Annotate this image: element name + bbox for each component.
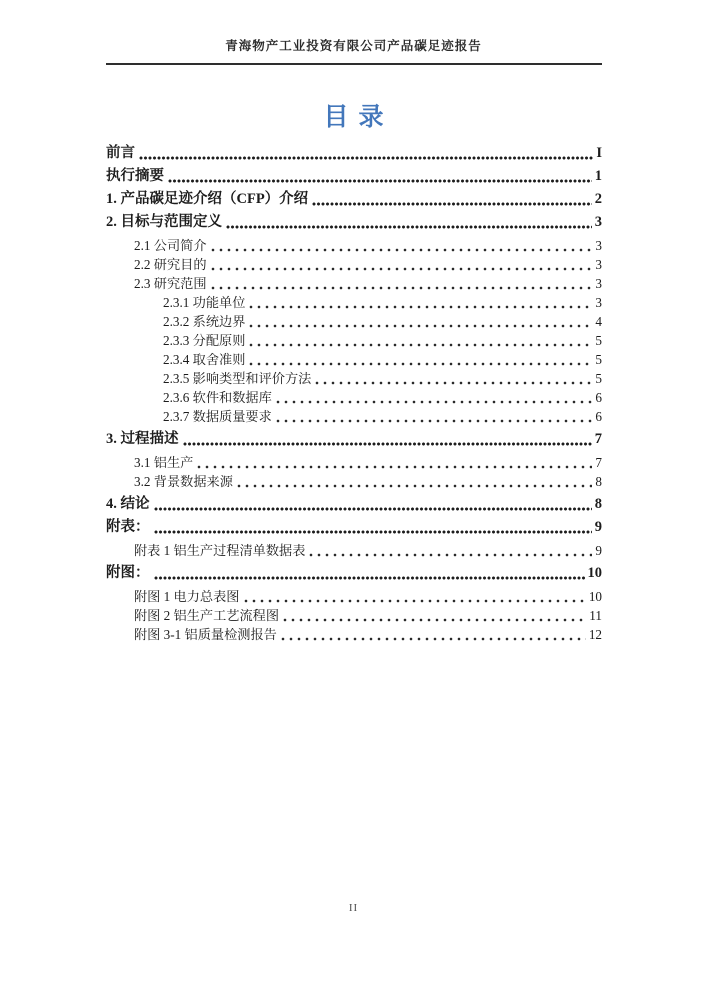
dot-leader [281, 625, 586, 644]
toc-entry [106, 453, 602, 472]
toc-entry-label: 执行摘要 [106, 168, 164, 184]
toc-entry [106, 495, 602, 514]
toc-entry-page: 6 [595, 409, 602, 424]
toc-entry-label: 3.2 背景数据来源 [134, 474, 233, 489]
toc-entry-label: 附表 1 铝生产过程清单数据表 [134, 543, 306, 558]
toc-entry-label: 附图 1 电力总表图 [134, 589, 240, 604]
toc-entry-label: 2.3.7 数据质量要求 [163, 409, 272, 424]
toc-entry-label: 附图 3-1 铝质量检测报告 [134, 627, 277, 642]
dot-leader [197, 453, 592, 472]
toc-entry-page: I [596, 145, 602, 161]
dot-leader [168, 167, 592, 186]
toc-entry-label: 2.3.5 影响类型和评价方法 [163, 371, 312, 386]
toc-entry-label: 2.3.3 分配原则 [163, 333, 246, 348]
dot-leader [249, 331, 592, 350]
toc-entry-label: 附图 2 铝生产工艺流程图 [134, 608, 280, 623]
dot-leader [249, 312, 592, 331]
toc-entry [106, 541, 602, 560]
dot-leader [315, 369, 592, 388]
toc-entry-label: 2.3.6 软件和数据库 [163, 390, 272, 405]
dot-leader [237, 472, 593, 491]
toc-entry-page: 3 [595, 295, 602, 310]
toc-entry-page: 2 [594, 191, 602, 207]
toc-entry-label: 2.2 研究目的 [134, 257, 207, 272]
dot-leader [244, 587, 586, 606]
toc-entry-page: 7 [594, 431, 602, 447]
toc-entry-page: 5 [595, 371, 602, 386]
dot-leader [249, 293, 592, 312]
toc-entry [106, 430, 602, 449]
toc-entry-label: 1. 产品碳足迹介绍（CFP）介绍 [106, 191, 309, 207]
toc-entry [106, 312, 602, 331]
toc-entry [106, 293, 602, 312]
dot-leader [139, 144, 593, 163]
dot-leader [211, 274, 593, 293]
toc-entry-page: 3 [595, 257, 602, 272]
toc-entry [106, 190, 602, 209]
toc-entry [106, 331, 602, 350]
toc-entry [106, 606, 602, 625]
toc-entry-page: 8 [595, 474, 602, 489]
dot-leader [309, 541, 592, 560]
running-header-title: 青海物产工业投资有限公司产品碳足迹报告 [225, 39, 482, 53]
dot-leader [211, 236, 593, 255]
dot-leader [154, 518, 592, 537]
toc-entry-page: 10 [588, 589, 602, 604]
toc-entry-label: 2.3.4 取舍准则 [163, 352, 246, 367]
toc-entry-label: 附表： [106, 519, 150, 535]
toc-entry [106, 388, 602, 407]
dot-leader [283, 606, 586, 625]
toc-entry-page: 8 [594, 496, 602, 512]
dot-leader [276, 388, 593, 407]
toc-entry-page: 9 [595, 543, 602, 558]
toc-entry [106, 407, 602, 426]
toc-entry-label: 2.3.2 系统边界 [163, 314, 246, 329]
dot-leader [276, 407, 593, 426]
toc-entry-page: 6 [595, 390, 602, 405]
toc-entry-page: 7 [595, 455, 602, 470]
toc-entry [106, 350, 602, 369]
toc-entry-page: 11 [589, 608, 602, 623]
toc-list [106, 140, 602, 644]
toc-title: 目录 [323, 104, 394, 131]
footer-page-number: II [348, 902, 359, 914]
toc-entry [106, 625, 602, 644]
toc-entry-label: 附图： [106, 565, 150, 581]
toc-entry-label: 2.1 公司简介 [134, 238, 207, 253]
dot-leader [154, 495, 592, 514]
toc-entry-label: 4. 结论 [106, 496, 150, 512]
dot-leader [312, 190, 592, 209]
toc-entry [106, 274, 602, 293]
toc-entry-label: 3.1 铝生产 [134, 455, 194, 470]
toc-entry [106, 144, 602, 163]
toc-entry [106, 518, 602, 537]
toc-entry [106, 564, 602, 583]
toc-entry-page: 10 [587, 565, 602, 581]
toc-entry [106, 255, 602, 274]
dot-leader [154, 564, 585, 583]
toc-entry-page: 12 [588, 627, 602, 642]
toc-entry-page: 3 [595, 238, 602, 253]
toc-entry-label: 2.3.1 功能单位 [163, 295, 246, 310]
toc-entry [106, 369, 602, 388]
toc-entry [106, 236, 602, 255]
toc-entry-page: 5 [595, 333, 602, 348]
toc-entry-page: 5 [595, 352, 602, 367]
toc-entry [106, 167, 602, 186]
toc-entry-label: 3. 过程描述 [106, 431, 179, 447]
toc-entry-label: 2. 目标与范围定义 [106, 214, 222, 230]
toc-entry-label: 前言 [106, 145, 135, 161]
toc-entry [106, 472, 602, 491]
dot-leader [211, 255, 593, 274]
toc-entry [106, 587, 602, 606]
toc-entry [106, 213, 602, 232]
dot-leader [183, 430, 592, 449]
header-divider [106, 63, 602, 65]
dot-leader [226, 213, 592, 232]
toc-entry-page: 4 [595, 314, 602, 329]
toc-entry-page: 9 [594, 519, 602, 535]
toc-entry-page: 3 [594, 214, 602, 230]
toc-entry-page: 3 [595, 276, 602, 291]
toc-entry-label: 2.3 研究范围 [134, 276, 207, 291]
toc-entry-page: 1 [594, 168, 602, 184]
dot-leader [249, 350, 592, 369]
